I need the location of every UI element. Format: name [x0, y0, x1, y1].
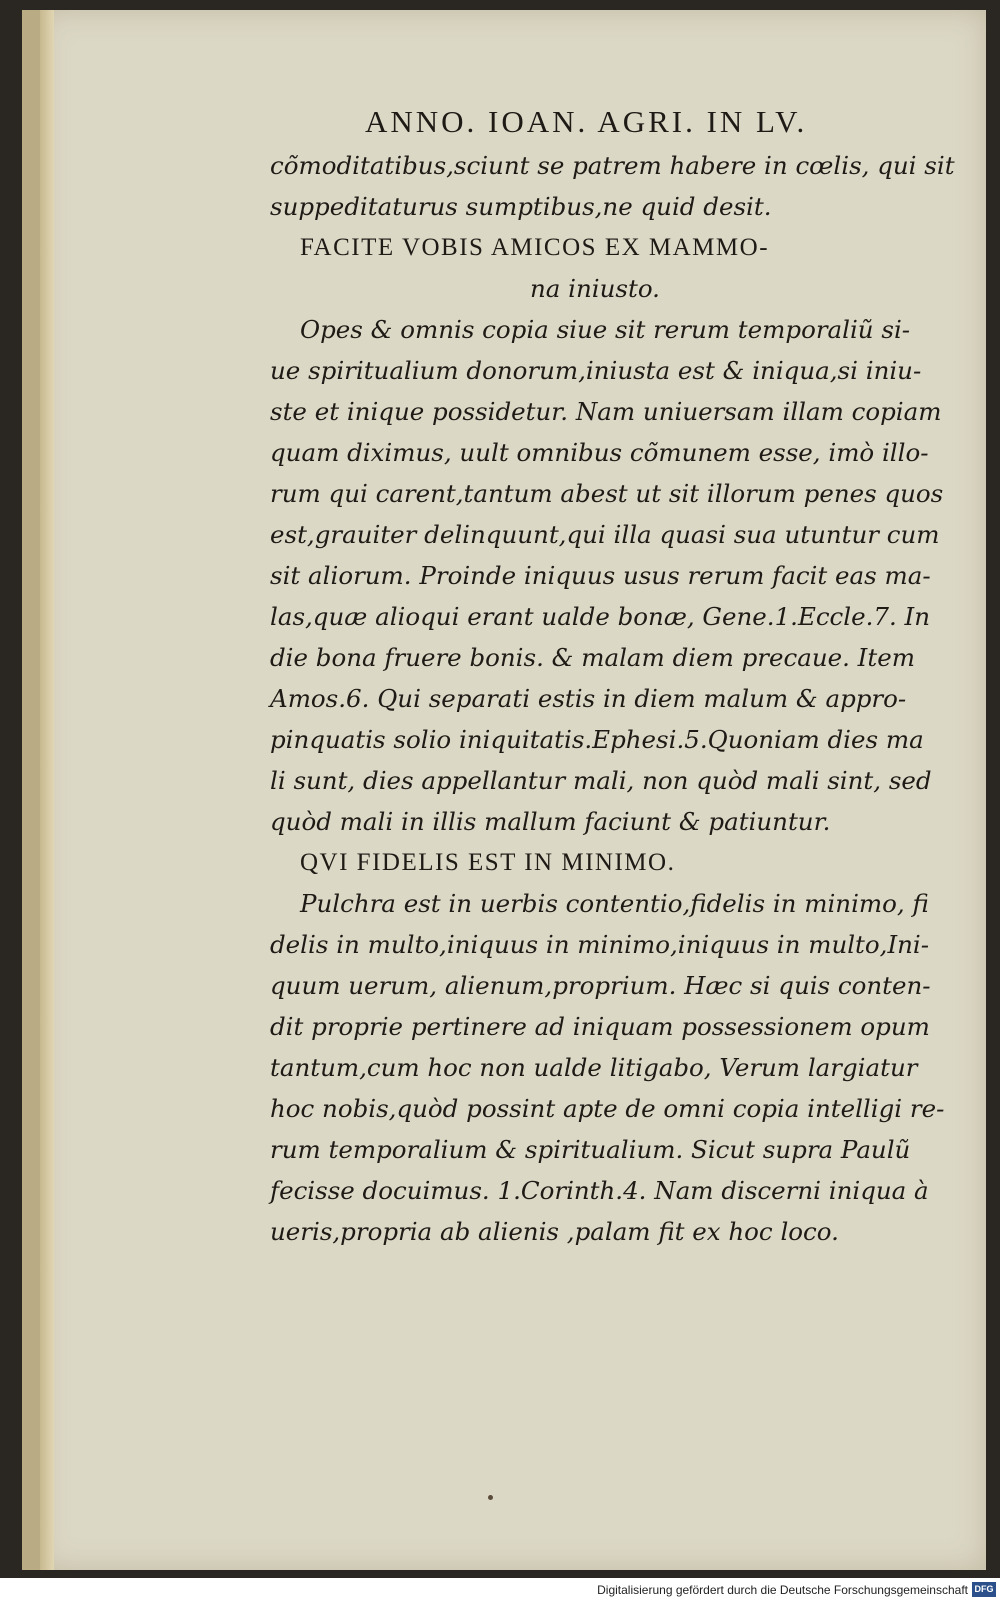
text-line: cõmoditatibus,sciunt se patrem habere in cœlis, qui sit	[270, 151, 955, 180]
text-line: sit aliorum. Proinde iniquus usus rerum facit eas ma-	[270, 561, 931, 590]
body-text	[270, 145, 955, 1252]
text-line: li sunt, dies appellantur mali, non quòd mali sint, sed	[270, 766, 932, 795]
text-line: quum uerum, alienum,proprium. Hæc si quis conten-	[270, 971, 931, 1000]
text-line: Pulchra est in uerbis contentio,fidelis in minimo, fi	[300, 889, 929, 918]
text-line: na iniusto.	[530, 274, 660, 303]
footer-bar	[0, 1578, 1000, 1603]
text-line: dit proprie pertinere ad iniquam possessionem opum	[270, 1012, 930, 1041]
dfg-logo: DFG	[972, 1582, 996, 1597]
text-line: est,grauiter delinquunt,qui illa quasi sua utuntur cum	[270, 520, 940, 549]
text-line: fecisse docuimus. 1.Corinth.4. Nam discerni iniqua à	[270, 1176, 929, 1205]
text-line: die bona fruere bonis. & malam diem precaue. Item	[270, 643, 915, 672]
text-line: rum temporalium & spiritualium. Sicut supra Paulũ	[270, 1135, 911, 1164]
text-line: quam diximus, uult omnibus cõmunem esse, imò illo-	[270, 438, 929, 467]
funding-notice: Digitalisierung gefördert durch die Deutsche Forschungsgemeinschaft	[597, 1583, 968, 1597]
text-line: tantum,cum hoc non ualde litigabo, Verum largiatur	[270, 1053, 918, 1082]
text-line: pinquatis solio iniquitatis.Ephesi.5.Quoniam dies ma	[270, 725, 924, 754]
text-line: las,quæ alioqui erant ualde bonæ, Gene.1.Eccle.7. In	[270, 602, 931, 631]
text-line: suppeditaturus sumptibus,ne quid desit.	[270, 192, 772, 221]
text-line: ue spiritualium donorum,iniusta est & iniqua,si iniu-	[270, 356, 922, 385]
text-line: delis in multo,iniquus in minimo,iniquus in multo,Ini-	[270, 930, 930, 959]
section-heading: QVI FIDELIS EST IN MINIMO.	[300, 849, 676, 876]
ink-speck	[488, 1495, 493, 1500]
text-line: hoc nobis,quòd possint apte de omni copia intelligi re-	[270, 1094, 945, 1123]
running-head: ANNO. IOAN. AGRI. IN LV.	[365, 104, 808, 139]
section-heading: FACITE VOBIS AMICOS EX MAMMO-	[300, 234, 770, 261]
page-gutter	[40, 10, 54, 1570]
text-line: Opes & omnis copia siue sit rerum temporaliũ si-	[300, 315, 911, 344]
text-line: rum qui carent,tantum abest ut sit illorum penes quos	[270, 479, 944, 508]
text-line: quòd mali in illis mallum faciunt & patiuntur.	[270, 807, 831, 836]
text-line: ueris,propria ab alienis ,palam fit ex hoc loco.	[270, 1217, 839, 1246]
text-line: ste et inique possidetur. Nam uniuersam illam copiam	[270, 397, 942, 426]
text-line: Amos.6. Qui separati estis in diem malum & appro-	[270, 684, 907, 713]
